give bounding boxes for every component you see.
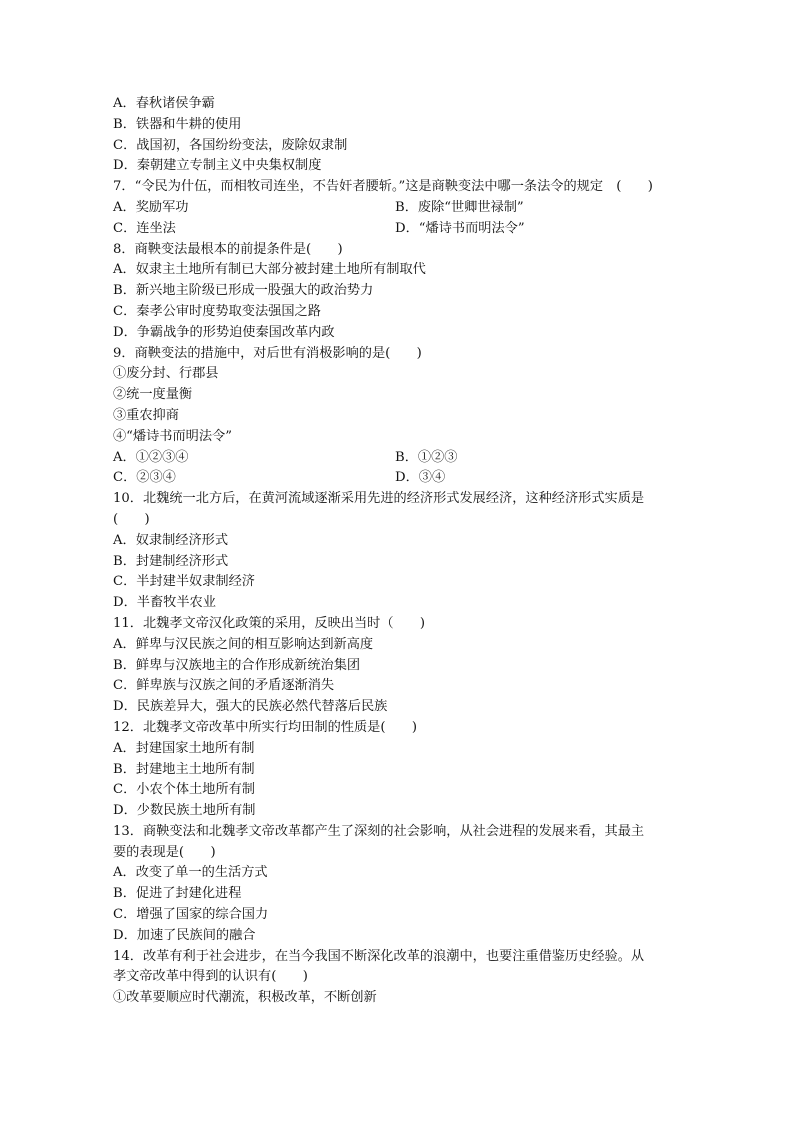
q9-item-1: ①废分封、行郡县 [113,366,219,382]
q13-option-a: A．改变了单一的生活方式 [113,865,268,881]
q9-stem: 9．商鞅变法的措施中，对后世有消极影响的是( ) [113,345,422,361]
q9-item-3: ③重农抑商 [113,407,179,423]
q12-option-a: A．封建国家土地所有制 [113,740,255,756]
q10-stem-line-1: 10．北魏统一北方后，在黄河流域逐渐采用先进的经济形式发展经济，这种经济形式实质是 [113,491,645,507]
q14-item-1: ①改革要顺应时代潮流，积极改革，不断创新 [113,990,377,1006]
q10-option-a: A．奴隶制经济形式 [113,532,229,548]
q11-stem: 11．北魏孝文帝汉化政策的采用，反映出当时（ ) [113,615,426,631]
q7-option-b: B．废除“世卿世禄制” [395,199,524,215]
q9-options-row-2 [113,468,683,489]
q12-stem: 12．北魏孝文帝改革中所实行均田制的性质是( ) [113,719,418,735]
q9-options-row-1 [113,448,683,469]
q12-option-b: B．封建地主土地所有制 [113,761,255,777]
q12-option-c: C．小农个体土地所有制 [113,782,255,798]
q9-option-b: B．①②③ [395,449,458,465]
q13-stem-line-2: 要的表现是( ) [113,844,216,860]
q9-item-2: ②统一度量衡 [113,387,193,403]
q8-option-b: B．新兴地主阶级已形成一股强大的政治势力 [113,283,374,299]
q13-stem-line-1: 13．商鞅变法和北魏孝文帝改革都产生了深刻的社会影响，从社会进程的发展来看，其最主 [113,823,645,839]
question-content [113,94,683,1009]
q7-options-row-1 [113,198,683,219]
q7-option-d: D．“燔诗书而明法令” [395,220,525,236]
q6-option-d: D．秦朝建立专制主义中央集权制度 [113,158,322,174]
q7-option-c: C．连坐法 [113,220,176,236]
q6-option-b: B．铁器和牛耕的使用 [113,116,242,132]
q11-option-b: B．鲜卑与汉族地主的合作形成新统治集团 [113,657,361,673]
q7-option-a: A．奖励军功 [113,199,189,215]
q10-option-b: B．封建制经济形式 [113,553,229,569]
q14-stem-line-1: 14．改革有利于社会进步，在当今我国不断深化改革的浪潮中，也要注重借鉴历史经验。从 [113,948,645,964]
q12-option-d: D．少数民族土地所有制 [113,803,256,819]
q8-option-d: D．争霸战争的形势迫使秦国改革内政 [113,324,335,340]
q8-stem: 8．商鞅变法最根本的前提条件是( ) [113,241,343,257]
q9-option-d: D．③④ [395,470,446,486]
q14-stem-line-2: 孝文帝改革中得到的认识有( ) [113,969,308,985]
q11-option-d: D．民族差异大，强大的民族必然代替落后民族 [113,699,388,715]
q6-option-c: C．战国初，各国纷纷变法，废除奴隶制 [113,137,348,153]
q13-option-d: D．加速了民族间的融合 [113,927,256,943]
q13-option-b: B．促进了封建化进程 [113,886,242,902]
q7-options-row-2 [113,219,683,240]
q9-option-a: A．①②③④ [113,449,189,465]
q9-item-4: ④“燔诗书而明法令” [113,428,232,444]
q8-option-c: C．秦孝公审时度势取变法强国之路 [113,303,321,319]
q10-option-d: D．半畜牧半农业 [113,595,216,611]
q13-option-c: C．增强了国家的综合国力 [113,907,269,923]
q8-option-a: A．奴隶主土地所有制已大部分被封建土地所有制取代 [113,262,426,278]
q6-option-a: A．春秋诸侯争霸 [113,96,215,111]
q11-option-c: C．鲜卑族与汉族之间的矛盾逐渐消失 [113,678,335,694]
q10-stem-line-2: ( ) [113,511,150,527]
q9-option-c: C．②③④ [113,470,176,486]
q11-option-a: A．鲜卑与汉民族之间的相互影响达到新高度 [113,636,374,652]
q10-option-c: C．半封建半奴隶制经济 [113,574,255,590]
q7-stem: 7．“令民为什伍，而相牧司连坐，不告奸者腰斩。”这是商鞅变法中哪一条法令的规定 ( ) [113,179,653,195]
